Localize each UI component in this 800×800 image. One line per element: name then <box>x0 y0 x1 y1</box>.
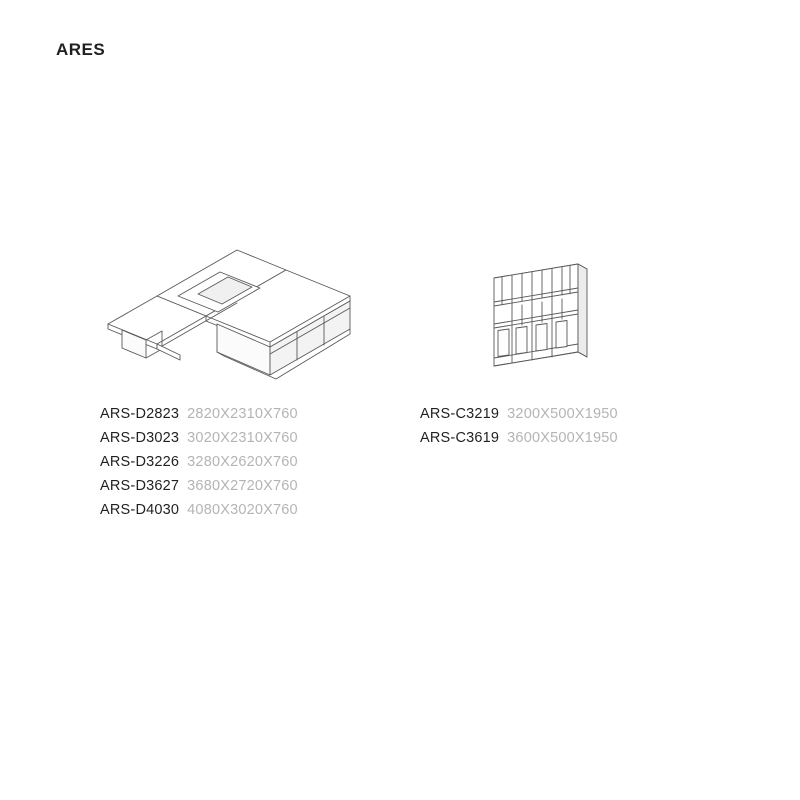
spec-row <box>100 478 298 502</box>
spec-row <box>100 454 298 478</box>
spec-code: ARS-D2823 <box>100 406 180 422</box>
spec-code: ARS-C3219 <box>420 406 500 422</box>
spec-dimensions: 3200X500X1950 <box>507 406 618 422</box>
spec-row <box>420 406 618 430</box>
storage-cabinet-illustration <box>480 258 600 378</box>
spec-row <box>100 430 298 454</box>
spec-code: ARS-D4030 <box>100 502 180 518</box>
spec-dimensions: 3020X2310X760 <box>187 430 298 446</box>
spec-dimensions: 3280X2620X760 <box>187 454 298 470</box>
executive-desk-illustration <box>100 248 370 393</box>
spec-dimensions: 3680X2720X760 <box>187 478 298 494</box>
spec-code: ARS-D3627 <box>100 478 180 494</box>
spec-code: ARS-D3226 <box>100 454 180 470</box>
spec-dimensions: 4080X3020X760 <box>187 502 298 518</box>
spec-row <box>100 502 298 526</box>
page-title: ARES <box>56 40 106 59</box>
spec-list-cabinet <box>420 406 618 454</box>
spec-row <box>420 430 618 454</box>
spec-dimensions: 2820X2310X760 <box>187 406 298 422</box>
spec-code: ARS-C3619 <box>420 430 500 446</box>
spec-code: ARS-D3023 <box>100 430 180 446</box>
spec-row <box>100 406 298 430</box>
spec-dimensions: 3600X500X1950 <box>507 430 618 446</box>
spec-list-desk <box>100 406 298 526</box>
